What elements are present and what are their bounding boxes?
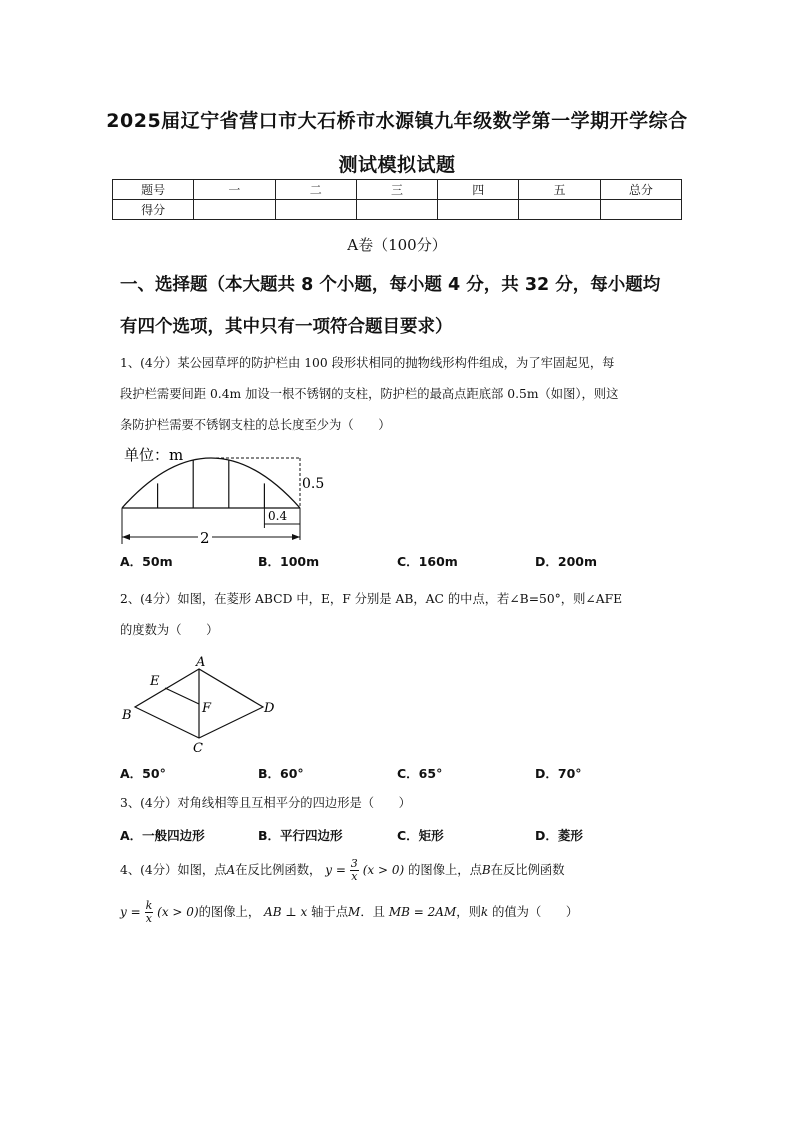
score-table-header: 总分 (600, 180, 681, 200)
q4-func1-lhs: y = (325, 863, 346, 877)
document-title-line2: 测试模拟试题 (338, 154, 456, 176)
part1-heading-line2: 有四个选项，其中只有一项符合题目要求） (120, 317, 453, 337)
q4-func2-lhs: y = (120, 905, 141, 919)
score-cell (356, 200, 437, 220)
q4-text: 在反比例函数 (490, 863, 565, 877)
score-table-header-row (113, 180, 682, 200)
q3-option-a[interactable]: A．一般四边形 (120, 828, 205, 843)
q1-spacing-label: 0.4 (268, 509, 288, 523)
q2-label-a: A (196, 655, 206, 670)
score-cell (438, 200, 519, 220)
q1-option-c[interactable]: C．160m (397, 554, 458, 569)
q1-option-b[interactable]: B．100m (258, 554, 320, 569)
score-table-header: 四 (438, 180, 519, 200)
q4-text: 的图像上， (198, 905, 261, 919)
document-title-line1: 2025届辽宁省营口市大石桥市水源镇九年级数学第一学期开学综合 (106, 110, 688, 132)
q2-segment-ef (165, 688, 199, 704)
q1-unit-label: 单位：m (124, 446, 184, 464)
q1-text-line2: 段护栏需要间距 0.4m 加设一根不锈钢的支柱，防护栏的最高点距底部 0.5m（如图），则这 (120, 387, 619, 401)
score-table-header: 五 (519, 180, 600, 200)
q2-option-d[interactable]: D．70° (535, 766, 582, 781)
q2-label-d: D (264, 701, 275, 716)
q2-option-b[interactable]: B．60° (258, 766, 304, 781)
q4-point-a: A (226, 863, 236, 877)
q2-label-e: E (150, 674, 160, 689)
q2-label-f: F (202, 701, 212, 716)
q2-option-c[interactable]: C．65° (397, 766, 443, 781)
q4-point-m: M (348, 905, 361, 919)
q3-text-line1: 3、(4分）对角线相等且互相平分的四边形是（ ） (120, 796, 411, 810)
q3-option-d[interactable]: D．菱形 (535, 828, 583, 843)
q1-text-line3: 条防护栏需要不锈钢支柱的总长度至少为（ ） (120, 418, 391, 432)
q4-func2-domain: (x > 0) (157, 905, 199, 919)
q4-text: ．且 (360, 905, 385, 919)
score-table-header: 三 (356, 180, 437, 200)
q4-func1-domain: (x > 0) (362, 863, 405, 877)
q1-text-line1: 1、(4分）某公园草坪的防护栏由 100 段形状相同的抛物线形构件组成，为了牢固起见，每 (120, 356, 615, 370)
score-cell (519, 200, 600, 220)
q2-label-c: C (193, 741, 203, 756)
q2-text-line2: 的度数为（ ） (120, 623, 219, 637)
q4-text: 4、(4分）如图，点 (120, 863, 227, 877)
score-table-header: 一 (194, 180, 275, 200)
score-table (112, 179, 682, 220)
q1-height-label: 0.5 (302, 476, 325, 492)
q4-text: ，则 (456, 905, 481, 919)
q1-option-d[interactable]: D．200m (535, 554, 597, 569)
q4-text: 在反比例函数， (235, 863, 322, 877)
score-table-header: 二 (275, 180, 356, 200)
q1-option-a[interactable]: A．50m (120, 554, 173, 569)
q2-text-line1: 2、(4分）如图，在菱形 ABCD 中，E，F 分别是 AB，AC 的中点，若∠B=50°，则∠AFE (120, 592, 623, 606)
q3-option-c[interactable]: C．矩形 (397, 828, 444, 843)
q4-text-line2 (120, 898, 680, 926)
score-row-label: 得分 (113, 200, 194, 220)
q4-func2-denominator: x (145, 912, 153, 925)
q2-option-a[interactable]: A．50° (120, 766, 166, 781)
score-cell (275, 200, 356, 220)
q1-width-label: 2 (200, 529, 210, 547)
section-a-title: A卷（100分） (347, 236, 447, 254)
score-table-header: 题号 (113, 180, 194, 200)
q4-text-line1 (120, 856, 680, 884)
q4-func2-numerator: k (145, 899, 153, 912)
score-cell (194, 200, 275, 220)
q4-variable-k: k (480, 905, 489, 919)
q4-text: 的图像上，点 (408, 863, 482, 877)
q4-point-b: B (481, 863, 491, 877)
q4-perpendicular: AB ⊥ x (264, 905, 308, 919)
part1-heading-line1: 一、选择题（本大题共 8 个小题，每小题 4 分，共 32 分，每小题均 (120, 275, 661, 295)
q1-parabola-arch (122, 458, 300, 508)
q4-func2-fraction (145, 900, 154, 925)
score-cell (600, 200, 681, 220)
score-table-score-row (113, 200, 682, 220)
q4-relation: MB = 2AM (388, 905, 457, 919)
q4-text: 的值为（ ） (492, 905, 579, 919)
q1-fence-figure (118, 440, 328, 550)
q4-func1-numerator: 3 (350, 857, 358, 870)
q4-func1-denominator: x (351, 870, 358, 883)
q4-func1-fraction (350, 858, 359, 883)
q4-text: 轴于点 (311, 905, 349, 919)
q2-rhombus-figure (118, 650, 288, 758)
q3-option-b[interactable]: B．平行四边形 (258, 828, 343, 843)
q2-label-b: B (122, 708, 132, 723)
